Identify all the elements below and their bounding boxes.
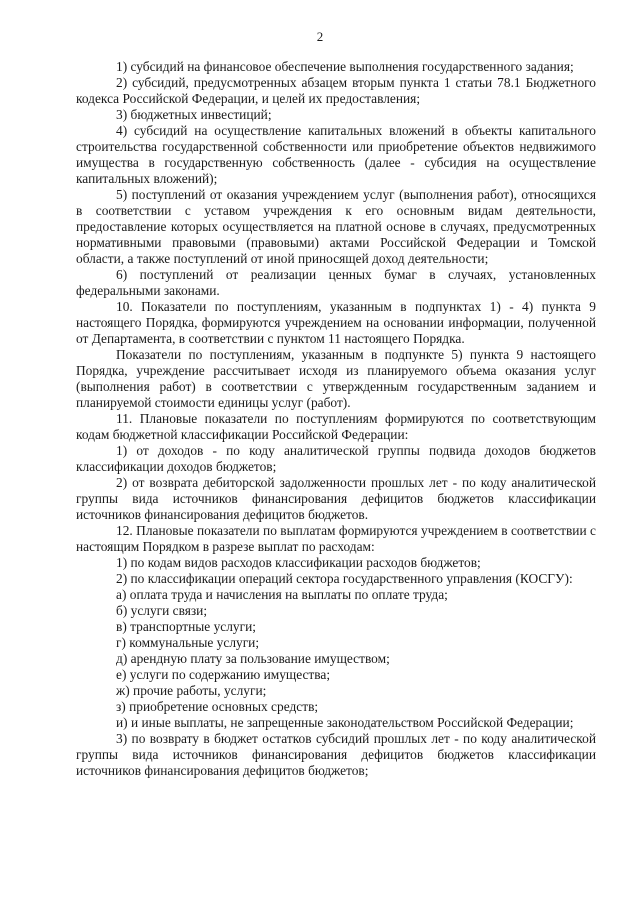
- paragraph-9-6: 6) поступлений от реализации ценных бумаг в случаях, установленных федеральными законами.: [76, 267, 596, 298]
- paragraph-9-2: 2) субсидий, предусмотренных абзацем вторым пункта 1 статьи 78.1 Бюджетного кодекса Российской Федерации, и целей их предоставления;: [76, 75, 596, 106]
- paragraph-9-3: 3) бюджетных инвестиций;: [116, 107, 272, 122]
- paragraph-10-continued: Показатели по поступлениям, указанным в подпункте 5) пункта 9 настоящего Порядка, учреждение рассчитывает исходя из планируемого объема оказания услуг (выполнения работ) в соответствии с утвержденным государственным заданием и планируемой стоимости единицы услуг (работ).: [76, 347, 596, 410]
- page-number: 2: [316, 29, 324, 44]
- paragraph-12-2-d: д) арендную плату за пользование имуществом;: [116, 651, 390, 666]
- paragraph-12-2-a: а) оплата труда и начисления на выплаты по оплате труда;: [116, 587, 448, 602]
- paragraph-12-2-v: в) транспортные услуги;: [116, 619, 256, 634]
- paragraph-12-1: 1) по кодам видов расходов классификации расходов бюджетов;: [116, 555, 481, 570]
- paragraph-9-4: 4) субсидий на осуществление капитальных вложений в объекты капитального строительства государственной собственности или приобретение объектов недвижимого имущества в государственную собственность (далее - субсидия на осуществление капитальных вложений);: [76, 123, 596, 186]
- paragraph-9-1: 1) субсидий на финансовое обеспечение выполнения государственного задания;: [116, 59, 574, 74]
- paragraph-12-2-zh: ж) прочие работы, услуги;: [116, 683, 267, 698]
- paragraph-12-2: 2) по классификации операций сектора государственного управления (КОСГУ):: [116, 571, 573, 586]
- paragraph-12: 12. Плановые показатели по выплатам формируются учреждением в соответствии с настоящим Порядком в разрезе выплат по расходам:: [76, 523, 596, 554]
- paragraph-11-2: 2) от возврата дебиторской задолженности прошлых лет - по коду аналитической группы вида источников финансирования дефицитов бюджетов классификации источников финансирования дефицитов бюджетов.: [76, 475, 596, 522]
- paragraph-12-2-i: и) и иные выплаты, не запрещенные законодательством Российской Федерации;: [116, 715, 574, 730]
- paragraph-12-2-b: б) услуги связи;: [116, 603, 208, 618]
- paragraph-10: 10. Показатели по поступлениям, указанным в подпунктах 1) - 4) пункта 9 настоящего Порядка, формируются учреждением на основании информации, полученной от Департамента, в соответствии с пунктом 11 настоящего Порядка.: [76, 299, 596, 346]
- paragraph-9-5: 5) поступлений от оказания учреждением услуг (выполнения работ), относящихся в соответствии с уставом учреждения к его основным видам деятельности, предоставление которых осуществляется на платной основе в случаях, предусмотренных нормативными правовыми (правовыми) актами Российской Федерации и Томской области, а также поступлений от иной приносящей доход деятельности;: [76, 187, 596, 266]
- paragraph-12-2-e: е) услуги по содержанию имущества;: [116, 667, 331, 682]
- paragraph-12-2-g: г) коммунальные услуги;: [116, 635, 260, 650]
- document-body: [76, 59, 596, 779]
- paragraph-12-2-z: з) приобретение основных средств;: [116, 699, 319, 714]
- paragraph-11-1: 1) от доходов - по коду аналитической группы подвида доходов бюджетов классификации доходов бюджетов;: [76, 443, 596, 474]
- paragraph-11: 11. Плановые показатели по поступлениям формируются по соответствующим кодам бюджетной классификации Российской Федерации:: [76, 411, 596, 442]
- paragraph-12-3: 3) по возврату в бюджет остатков субсидий прошлых лет - по коду аналитической группы вида источников финансирования дефицитов бюджетов классификации источников финансирования дефицитов бюджетов;: [76, 731, 596, 778]
